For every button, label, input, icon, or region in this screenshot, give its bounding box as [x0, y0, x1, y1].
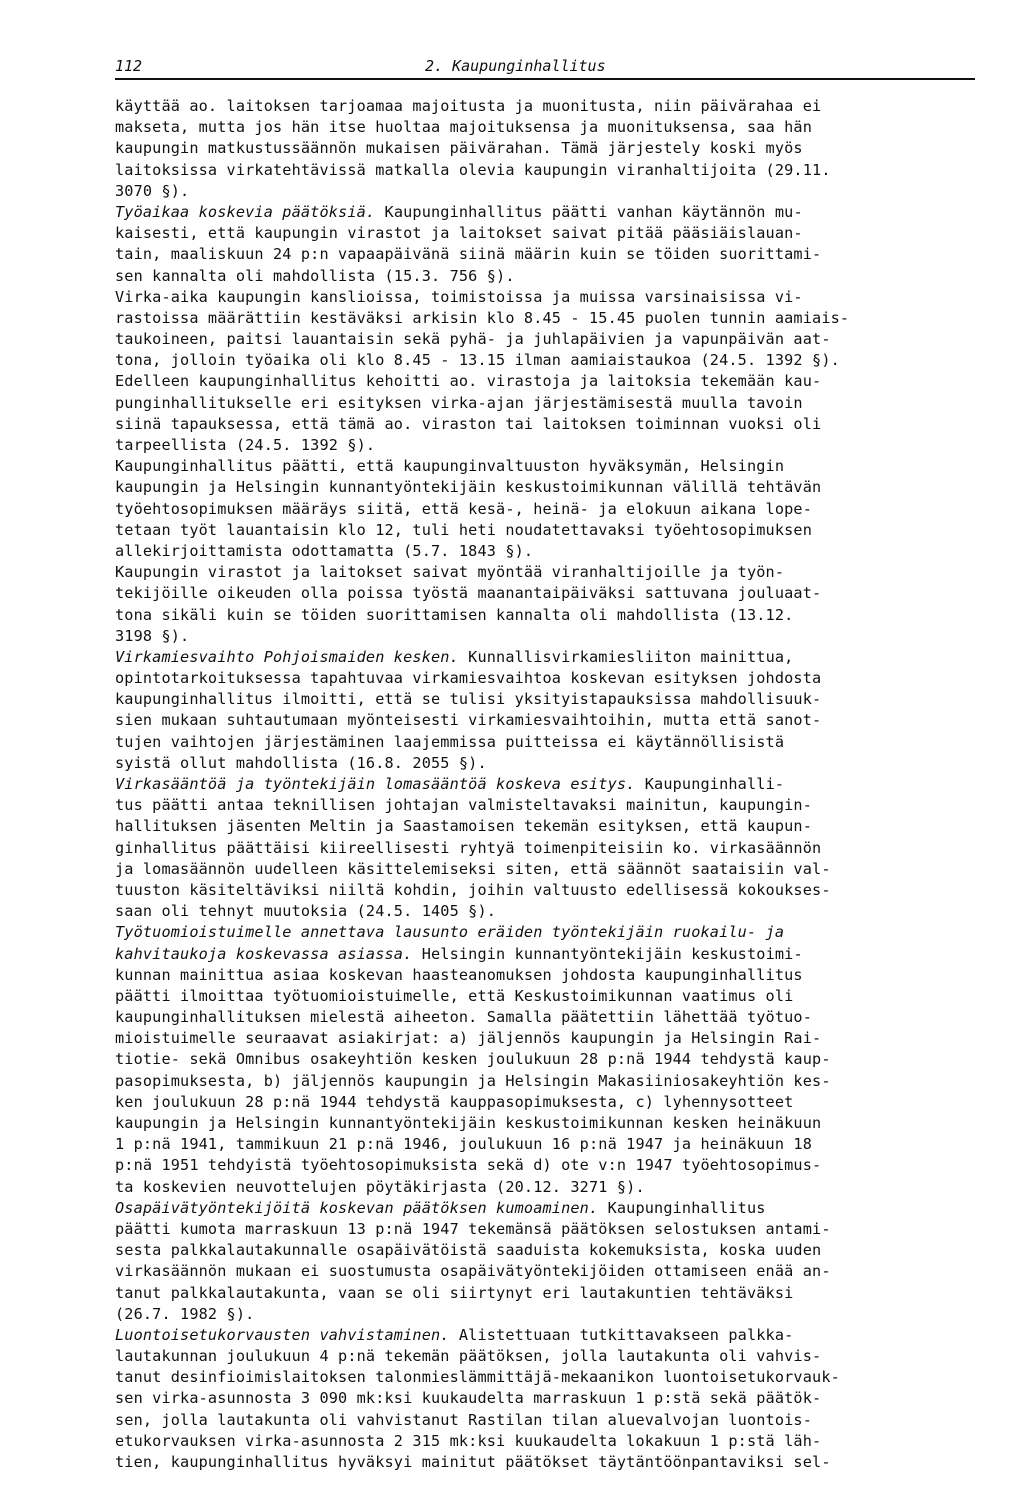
section-heading: kahvitaukoja koskevassa asiassa. [115, 944, 413, 963]
text-line [115, 393, 975, 414]
line-text: kaupunginhallitus ilmoitti, että se tulisi yksityistapauksissa mahdollisuuk- [115, 690, 822, 709]
text-line [115, 1092, 975, 1113]
line-text: sien mukaan suhtautumaan myönteisesti virkamiesvaihtoihin, mutta että sanot- [115, 711, 822, 730]
line-text: allekirjoittamista odottamatta (5.7. 1843 §). [115, 541, 534, 560]
line-text: taukoineen, paitsi lauantaisin sekä pyhä- ja juhlapäivien ja vapunpäivän aat- [115, 330, 831, 349]
line-text: mioistuimelle seuraavat asiakirjat: a) jäljennös kaupungin ja Helsingin Rai- [115, 1029, 822, 1048]
line-text: ginhallitus päättäisi kiireellisesti ryhtyä toimenpiteisiin ko. virkasäännön [115, 838, 822, 857]
line-text: päätti kumota marraskuun 13 p:nä 1947 tekemänsä päätöksen selostuksen antami- [115, 1219, 831, 1238]
line-text: siinä tapauksessa, että tämä ao. viraston tai laitoksen toiminnan vuoksi oli [115, 414, 822, 433]
line-text: tarpeellista (24.5. 1392 §). [115, 436, 376, 454]
line-text: sen virka-asunnosta 3 090 mk:ksi kuukaudelta marraskuun 1 p:stä sekä päätök- [115, 1389, 822, 1408]
line-text: tona, jolloin työaika oli klo 8.45 - 13.15 ilman aamiaistaukoa (24.5. 1392 §). [115, 351, 840, 370]
text-line [115, 1452, 975, 1473]
line-text: Kaupunginhallitus päätti vanhan käytännön mu- [375, 202, 803, 221]
text-line [115, 244, 975, 265]
text-line [115, 1367, 975, 1388]
text-line [115, 1240, 975, 1261]
text-line [115, 689, 975, 710]
text-line [115, 1113, 975, 1134]
text-line [115, 710, 975, 731]
line-text: käyttää ao. laitoksen tarjoamaa majoitusta ja muonitusta, niin päivärahaa ei [115, 97, 822, 115]
text-line [115, 774, 975, 795]
text-line [115, 541, 975, 562]
text-line [115, 795, 975, 816]
text-line [115, 96, 975, 117]
line-text: lautakunnan joulukuun 4 p:nä tekemän päätöksen, jolla lautakunta oli vahvis- [115, 1347, 822, 1366]
text-line [115, 1283, 975, 1304]
line-text: Kaupungin virastot ja laitokset saivat myöntää viranhaltijoille ja työn- [115, 563, 785, 582]
line-text: Alistettuaan tutkittavakseen palkka- [449, 1325, 794, 1344]
line-text: virkasäännön mukaan ei suostumusta osapäivätyöntekijöiden ottamiseen enää an- [115, 1262, 831, 1281]
line-text: sen kannalta oli mahdollista (15.3. 756 §). [115, 266, 515, 285]
text-line [115, 287, 975, 308]
text-line [115, 202, 975, 223]
section-heading: Osapäivätyöntekijöitä koskevan päätöksen kumoaminen. [115, 1198, 599, 1217]
line-text: etukorvauksen virka-asunnosta 2 315 mk:ksi kuukaudelta lokakuun 1 p:stä läh- [115, 1431, 822, 1450]
text-line [115, 499, 975, 520]
text-line [115, 965, 975, 986]
line-text: tujen vaihtojen järjestäminen laajemmissa puitteissa ei käytännöllisistä [115, 732, 785, 751]
text-line [115, 583, 975, 604]
text-line [115, 160, 975, 181]
section-heading: Virkasääntöä ja työntekijäin lomasääntöä koskeva esitys. [115, 775, 636, 793]
text-line [115, 1304, 975, 1325]
line-text: p:nä 1951 tehdyistä työehtosopimuksista sekä d) ote v:n 1947 työehtosopimus- [115, 1156, 822, 1175]
text-line [115, 986, 975, 1007]
text-line [115, 1071, 975, 1092]
line-text: (26.7. 1982 §). [115, 1304, 255, 1323]
line-text: Kaupunginhallitus [598, 1198, 766, 1217]
line-text: ja lomasäännön uudelleen käsittelemiseksi siten, että säännöt saataisiin val- [115, 859, 831, 878]
text-line [115, 371, 975, 392]
text-line [115, 350, 975, 371]
text-line [115, 605, 975, 626]
section-heading: Virkamiesvaihto Pohjoismaiden kesken. [115, 647, 459, 666]
section-heading: Työtuomioistuimelle annettava lausunto eräiden työntekijäin ruokailu- ja [115, 923, 785, 942]
line-text: hallituksen jäsenten Meltin ja Saastamoisen tekemän esityksen, että kaupun- [115, 817, 813, 836]
text-line [115, 859, 975, 880]
body-text [115, 96, 975, 1473]
line-text: ta koskevien neuvottelujen pöytäkirjasta (20.12. 3271 §). [115, 1177, 645, 1196]
line-text: kunnan mainittua asiaa koskevan haasteanomuksen johdosta kaupunginhallitus [115, 965, 803, 984]
text-line [115, 1261, 975, 1282]
line-text: Edelleen kaupunginhallitus kehoitti ao. virastoja ja laitoksia tekemään kau- [115, 372, 822, 391]
line-text: Kaupunginhallitus päätti, että kaupunginvaltuuston hyväksymän, Helsingin [115, 457, 785, 476]
text-line [115, 753, 975, 774]
line-text: laitoksissa virkatehtävissä matkalla olevia kaupungin viranhaltijoita (29.11. [115, 160, 831, 179]
line-text: ken joulukuun 28 p:nä 1944 tehdystä kauppasopimuksesta, c) lyhennysotteet [115, 1092, 794, 1111]
line-text: tain, maaliskuun 24 p:n vapaapäivänä siinä määrin kuin se töiden suorittami- [115, 245, 822, 264]
text-line [115, 477, 975, 498]
line-text: tanut desinfioimislaitoksen talonmieslämmittäjä-mekaanikon luontoisetukorvauk- [115, 1368, 840, 1387]
text-line [115, 329, 975, 350]
page-number: 112 [115, 57, 143, 75]
text-line [115, 456, 975, 477]
line-text: 3070 §). [115, 181, 190, 200]
line-text: 1 p:nä 1941, tammikuun 21 p:nä 1946, joulukuun 16 p:nä 1947 ja heinäkuun 18 [115, 1135, 813, 1154]
line-text: punginhallitukselle eri esityksen virka-ajan järjestämisestä muulla tavoin [115, 393, 803, 412]
section-heading: Luontoisetukorvausten vahvistaminen. [115, 1325, 450, 1344]
line-text: sesta palkkalautakunnalle osapäivätöistä saaduista kokemuksista, koska uuden [115, 1241, 822, 1260]
text-line [115, 816, 975, 837]
text-line [115, 1410, 975, 1431]
line-text: tien, kaupunginhallitus hyväksyi mainitut päätökset täytäntöönpantaviksi sel- [115, 1453, 831, 1471]
line-text: tus päätti antaa teknillisen johtajan valmisteltavaksi mainitun, kaupungin- [115, 796, 813, 815]
text-line [115, 1155, 975, 1176]
text-line [115, 1198, 975, 1219]
text-line [115, 1028, 975, 1049]
text-line [115, 520, 975, 541]
text-line [115, 626, 975, 647]
line-text: tekijöille oikeuden olla poissa työstä maanantaipäiväksi sattuvana jouluaat- [115, 584, 822, 603]
text-line [115, 944, 975, 965]
text-line [115, 138, 975, 159]
text-line [115, 308, 975, 329]
line-text: kaupungin matkustussäännön mukaisen päivärahan. Tämä järjestely koski myös [115, 139, 803, 158]
line-text: pasopimuksesta, b) jäljennös kaupungin ja Helsingin Makasiiniosakeyhtiön kes- [115, 1071, 831, 1090]
text-line [115, 1219, 975, 1240]
line-text: Helsingin kunnantyöntekijäin keskustoimi- [412, 944, 803, 963]
line-text: Kaupunginhalli- [635, 775, 785, 793]
text-line [115, 732, 975, 753]
line-text: kaisesti, että kaupungin virastot ja laitokset saivat pitää pääsiäislauan- [115, 224, 803, 243]
line-text: työehtosopimuksen määräys siitä, että kesä-, heinä- ja elokuun aikana lope- [115, 499, 813, 518]
line-text: tanut palkkalautakunta, vaan se oli siirtynyt eri lautakuntien tehtäväksi [115, 1283, 794, 1302]
text-line [115, 668, 975, 689]
text-line [115, 901, 975, 922]
line-text: tona sikäli kuin se töiden suorittamisen kannalta oli mahdollista (13.12. [115, 605, 794, 624]
text-line [115, 1049, 975, 1070]
text-line [115, 1346, 975, 1367]
text-line [115, 117, 975, 138]
text-line [115, 647, 975, 668]
line-text: 3198 §). [115, 626, 190, 645]
section-heading: Työaikaa koskevia päätöksiä. [115, 202, 376, 221]
text-line [115, 562, 975, 583]
text-line [115, 181, 975, 202]
line-text: tetaan työt lauantaisin klo 12, tuli heti noudatettavaksi työehtosopimuksen [115, 520, 813, 539]
line-text: kaupungin ja Helsingin kunnantyöntekijäin keskustoimikunnan kesken heinäkuun [115, 1114, 822, 1132]
text-line [115, 223, 975, 244]
text-line [115, 1007, 975, 1028]
line-text: makseta, mutta jos hän itse huoltaa majoituksensa ja muonituksensa, saa hän [115, 118, 813, 137]
line-text: kaupunginhallituksen mielestä aiheeton. Samalla päätettiin lähettää työtuo- [115, 1008, 813, 1027]
text-line [115, 1134, 975, 1155]
line-text: tuuston käsiteltäviksi niiltä kohdin, joihin valtuusto edellisessä kokoukses- [115, 880, 831, 899]
line-text: kaupungin ja Helsingin kunnantyöntekijäin keskustoimikunnan välillä tehtävän [115, 478, 822, 497]
line-text: saan oli tehnyt muutoksia (24.5. 1405 §). [115, 902, 497, 921]
line-text: sen, jolla lautakunta oli vahvistanut Rastilan tilan aluevalvojan luontois- [115, 1410, 813, 1429]
text-line [115, 414, 975, 435]
text-line [115, 266, 975, 287]
text-line [115, 1388, 975, 1409]
text-line [115, 880, 975, 901]
page-header [115, 48, 975, 80]
line-text: Virka-aika kaupungin kanslioissa, toimistoissa ja muissa varsinaisissa vi- [115, 287, 803, 306]
line-text: tiotie- sekä Omnibus osakeyhtiön kesken joulukuun 28 p:nä 1944 tehdystä kaup- [115, 1050, 831, 1069]
text-line [115, 1325, 975, 1346]
line-text: päätti ilmoittaa työtuomioistuimelle, että Keskustoimikunnan vaatimus oli [115, 986, 794, 1005]
line-text: opintotarkoituksessa tapahtuvaa virkamiesvaihtoa koskevan esityksen johdosta [115, 669, 822, 688]
text-line [115, 1431, 975, 1452]
text-line [115, 922, 975, 943]
text-line [115, 1177, 975, 1198]
text-line [115, 435, 975, 456]
line-text: Kunnallisvirkamiesliiton mainittua, [458, 647, 794, 666]
running-head: 2. Kaupunginhallitus [425, 57, 606, 75]
line-text: syistä ollut mahdollista (16.8. 2055 §). [115, 753, 487, 772]
line-text: rastoissa määrättiin kestäväksi arkisin klo 8.45 - 15.45 puolen tunnin aamiais- [115, 308, 850, 327]
text-line [115, 838, 975, 859]
